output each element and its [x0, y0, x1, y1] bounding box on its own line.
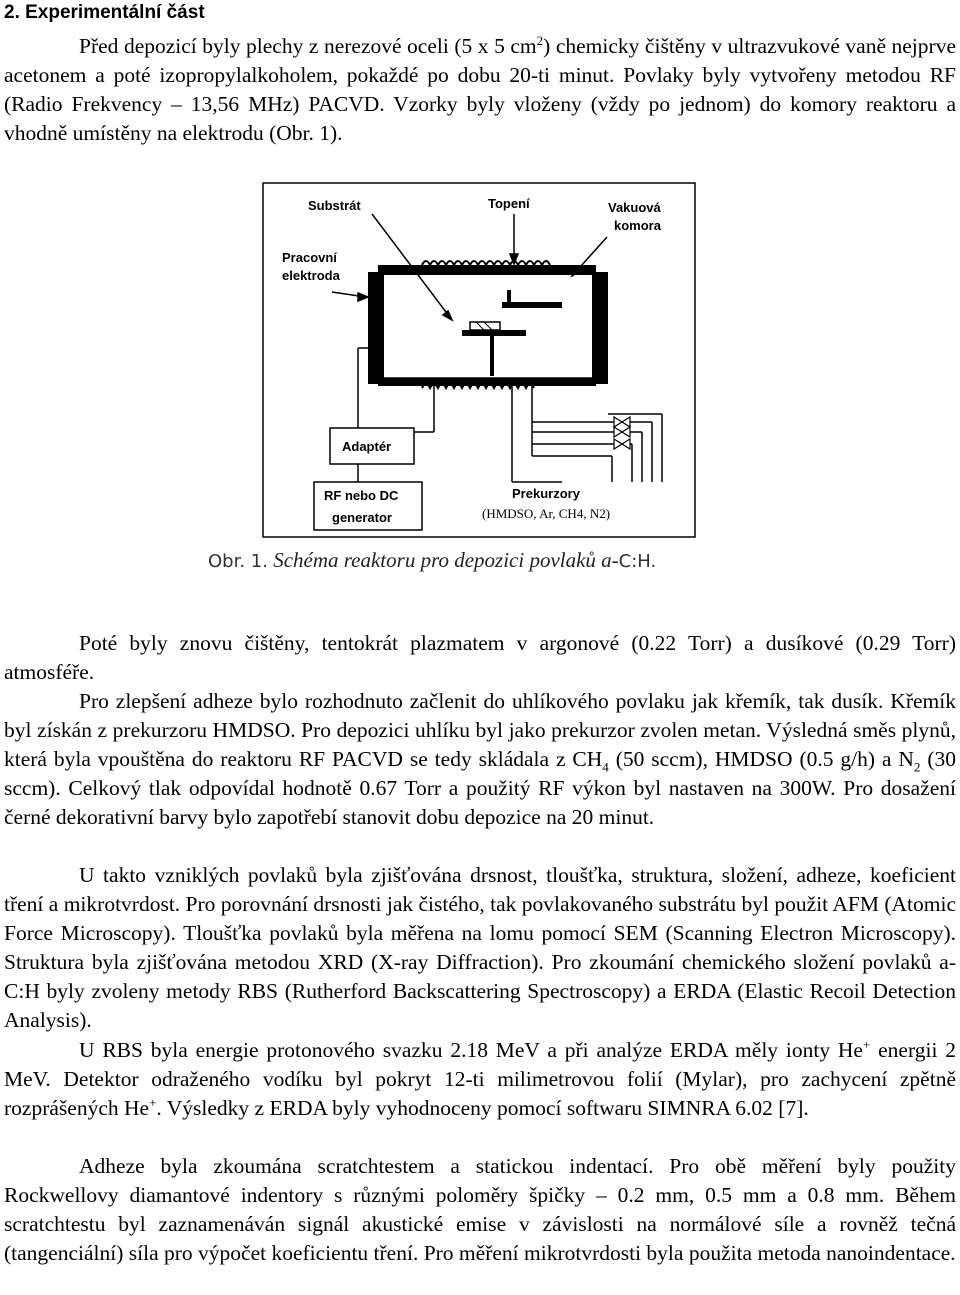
label-prekurzory-list: (HMDSO, Ar, CH4, N2): [482, 506, 611, 521]
label-vakuova: Vakuová: [608, 200, 661, 215]
lower-plate: [462, 330, 526, 336]
section-heading: 2. Experimentální část: [4, 2, 205, 23]
paragraph-rbs: [4, 1036, 956, 1123]
bottom-bar: [378, 378, 596, 386]
paragraph-cleaning: [4, 629, 956, 687]
caption-text: Schéma reaktoru pro depozici povlaků a-: [273, 548, 619, 572]
paragraph-text: U takto vzniklých povlaků byla zjišťována drsnost, tloušťka, struktura, složení, adheze, koeficient tření a mikrotvrdost. Pro porovnání drsnosti jak čistého, tak povlakovaného substrátu byl použit AFM (Atomic Force Microscopy). Tloušťka povlaků byla měřena na lomu pomocí SEM (Scanning Electron Microscopy). Struktura byla zjišťována metodou XRD (X-ray Diffraction). Pro zkoumání chemického složení povlaků a-C:H byly zvoleny metody RBS (Rutherford Backscattering Spectroscopy) a ERDA (Elastic Recoil Detection Analysis).: [4, 863, 956, 1032]
paragraph-text: Adheze byla zkoumána scratchtestem a statickou indentací. Pro obě měření byly použity Rockwellovy diamantové indentory s různými poloměry špičky – 0.2 mm, 0.5 mm a 0.8 mm. Během scratchtestu byl zaznamenáván signál akustické emise v závislosti na normálové síle a rovněž tečná (tangenciální) síla pro výpočet koeficientu tření. Pro měření mikrotvrdosti byla použita metoda nanoindentace.: [4, 1154, 956, 1265]
paragraph-analysis: [4, 861, 956, 1035]
label-prekurzory: Prekurzory: [512, 486, 580, 501]
superscript: +: [149, 1094, 157, 1110]
label-topeni: Topení: [488, 196, 530, 211]
reactor-diagram: [262, 182, 696, 538]
paragraph-text: Před depozicí byly plechy z nerezové oceli (5 x 5 cm: [79, 34, 537, 58]
superscript: 2: [536, 32, 544, 48]
figure-caption: [208, 548, 656, 573]
paragraph-text: energii 2 MeV. Detektor odraženého vodíku byl pokryt 12-ti milimetrovou folií (Mylar), pro zachycení zpětně rozprášených He: [4, 1038, 956, 1120]
label-pracovni: Pracovní: [282, 250, 337, 265]
paragraph-text: Pro zlepšení adheze bylo rozhodnuto začlenit do uhlíkového povlaku jak křemík, tak dusík. Křemík byl získán z prekurzoru HMDSO. Pro depozici uhlíku byl jako prekurzor zvolen metan. Výsledná směs plynů, která byla vpouštěna do reaktoru RF PACVD se tedy skládala z CH: [4, 689, 956, 771]
caption-label: Obr. 1.: [208, 551, 268, 572]
label-komora: komora: [614, 218, 661, 233]
paragraph-text: (30 sccm). Celkový tlak odpovídal hodnotě 0.67 Torr a použitý RF výkon byl nastaven na 300W. Pro dosažení černé dekorativní barvy bylo zapotřebí stanovit dobu depozice na 20 minut.: [4, 747, 956, 829]
paragraph-intro: [4, 32, 956, 148]
caption-end: C:H.: [618, 551, 657, 572]
paragraph-text: (50 sccm), HMDSO (0.5 g/h) a N: [608, 747, 914, 771]
paragraph-text: U RBS byla energie protonového svazku 2.18 MeV a při analýze ERDA měly ionty He: [79, 1038, 863, 1062]
paragraph-scratchtest: [4, 1152, 956, 1268]
subscript: 4: [602, 759, 609, 775]
right-wall: [592, 272, 608, 384]
superscript: +: [862, 1036, 871, 1052]
paragraph-adhesion: [4, 687, 956, 832]
upper-plate: [502, 302, 562, 308]
label-substrat: Substrát: [308, 198, 361, 213]
paragraph-text: Poté byly znovu čištěny, tentokrát plazmatem v argonové (0.22 Torr) a dusíkové (0.29 Torr) atmosféře.: [4, 631, 956, 684]
label-generator: generator: [332, 510, 392, 525]
label-elektroda: elektroda: [282, 268, 340, 283]
label-adapter: Adaptér: [342, 439, 392, 454]
left-wall: [368, 272, 384, 384]
subscript: 2: [913, 759, 921, 775]
label-rf: RF nebo DC: [324, 488, 399, 503]
paragraph-text: ) chemicky čištěny v ultrazvukové vaně nejprve acetonem a poté izopropylalkoholem, pokaždé po dobu 20-ti minut. Povlaky byly vytvořeny metodou RF (Radio Frekvency – 13,56 MHz) PACVD. Vzorky byly vloženy (vždy po jednom) do komory reaktoru a vhodně umístěny na elektrodu (Obr. 1).: [4, 34, 956, 145]
paragraph-text: . Výsledky z ERDA byly vyhodnoceny pomocí softwaru SIMNRA 6.02 [7].: [156, 1096, 809, 1120]
